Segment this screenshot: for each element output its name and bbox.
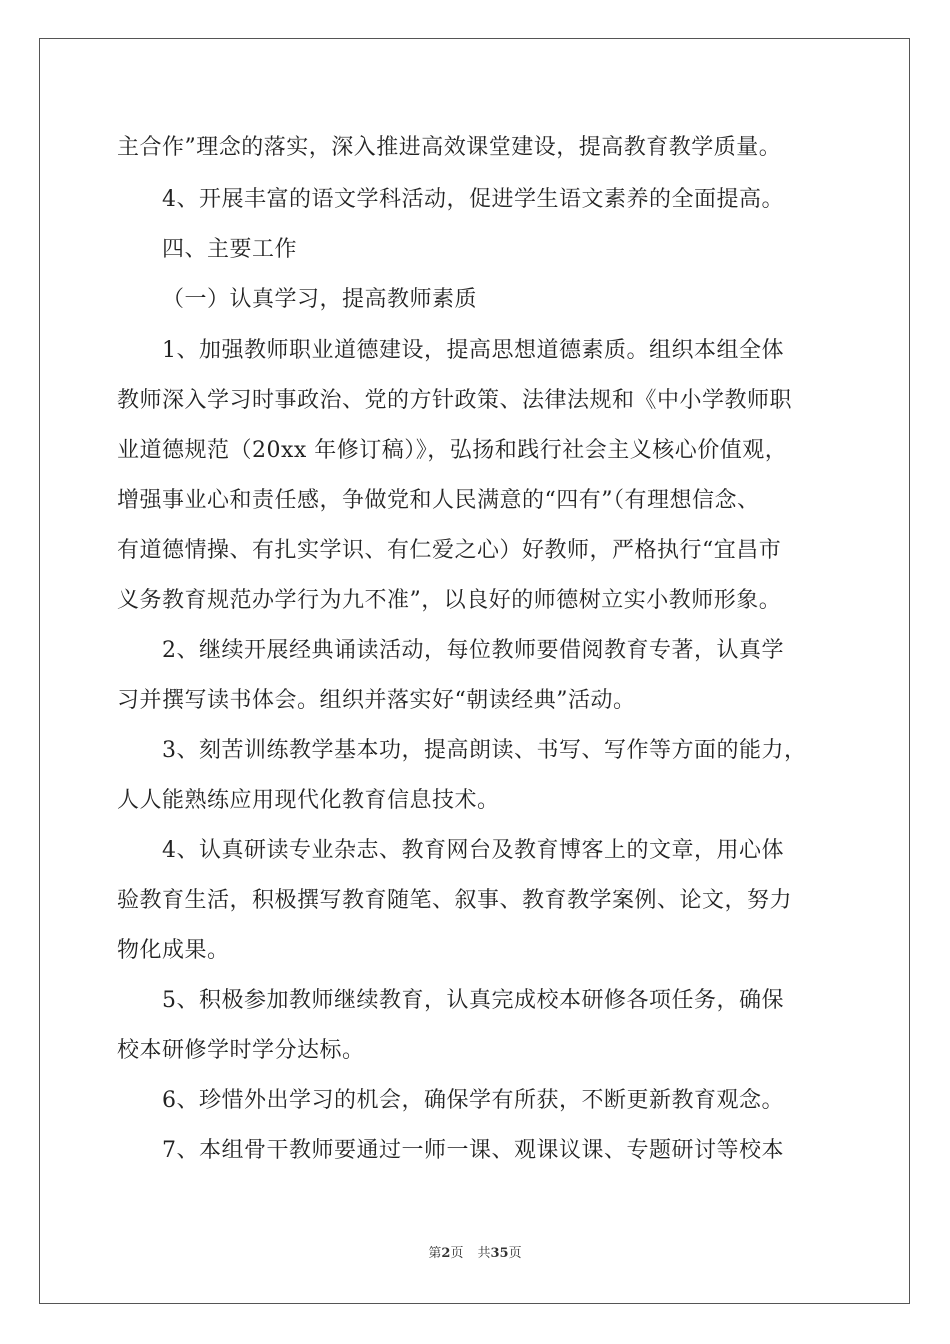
body-line-11: 2、继续开展经典诵读活动，每位教师要借阅教育专著，认真学 xyxy=(162,638,784,663)
body-line-17: 物化成果。 xyxy=(117,938,230,963)
body-line-15: 4、认真研读专业杂志、教育网台及教育博客上的文章，用心体 xyxy=(162,838,784,863)
body-line-16: 验教育生活，积极撰写教育随笔、叙事、教育教学案例、论文，努力 xyxy=(117,888,793,913)
body-line-8: 增强事业心和责任感，争做党和人民满意的“四有”（有理想信念、 xyxy=(117,488,760,513)
body-line-5: 1、加强教师职业道德建设，提高思想道德素质。组织本组全体 xyxy=(162,338,784,363)
body-line-6: 教师深入学习时事政治、党的方针政策、法律法规和《中小学教师职 xyxy=(117,388,793,413)
current-page-number: 2 xyxy=(441,1246,451,1261)
body-line-20: 6、珍惜外出学习的机会，确保学有所获，不断更新教育观念。 xyxy=(162,1088,784,1113)
page-footer xyxy=(0,1242,950,1261)
body-line-2: 4、开展丰富的语文学科活动，促进学生语文素养的全面提高。 xyxy=(162,187,784,212)
total-page-count: 35 xyxy=(490,1246,509,1261)
footer-total-suffix: 页 xyxy=(508,1246,522,1261)
body-line-1: 主合作”理念的落实，深入推进高效课堂建设，提高教育教学质量。 xyxy=(117,135,782,160)
body-line-13: 3、刻苦训练教学基本功，提高朗读、书写、写作等方面的能力， xyxy=(162,738,807,763)
body-line-7: 业道德规范（20xx 年修订稿）》，弘扬和践行社会主义核心价值观， xyxy=(117,438,788,463)
section-heading-main-work: 四、主要工作 xyxy=(162,237,298,262)
subsection-heading-study: （一）认真学习，提高教师素质 xyxy=(162,287,478,312)
footer-prefix: 第 xyxy=(428,1246,442,1261)
footer-page-suffix: 页 xyxy=(450,1246,464,1261)
body-line-14: 人人能熟练应用现代化教育信息技术。 xyxy=(117,788,500,813)
footer-total-prefix: 共 xyxy=(477,1246,491,1261)
body-line-9: 有道德情操、有扎实学识、有仁爱之心）好教师，严格执行“宜昌市 xyxy=(117,538,782,563)
body-line-12: 习并撰写读书体会。组织并落实好“朝读经典”活动。 xyxy=(117,688,636,713)
body-line-19: 校本研修学时学分达标。 xyxy=(117,1038,365,1063)
body-line-10: 义务教育规范办学行为九不准”，以良好的师德树立实小教师形象。 xyxy=(117,588,782,613)
body-line-21: 7、本组骨干教师要通过一师一课、观课议课、专题研讨等校本 xyxy=(162,1138,784,1163)
body-line-18: 5、积极参加教师继续教育，认真完成校本研修各项任务，确保 xyxy=(162,988,784,1013)
